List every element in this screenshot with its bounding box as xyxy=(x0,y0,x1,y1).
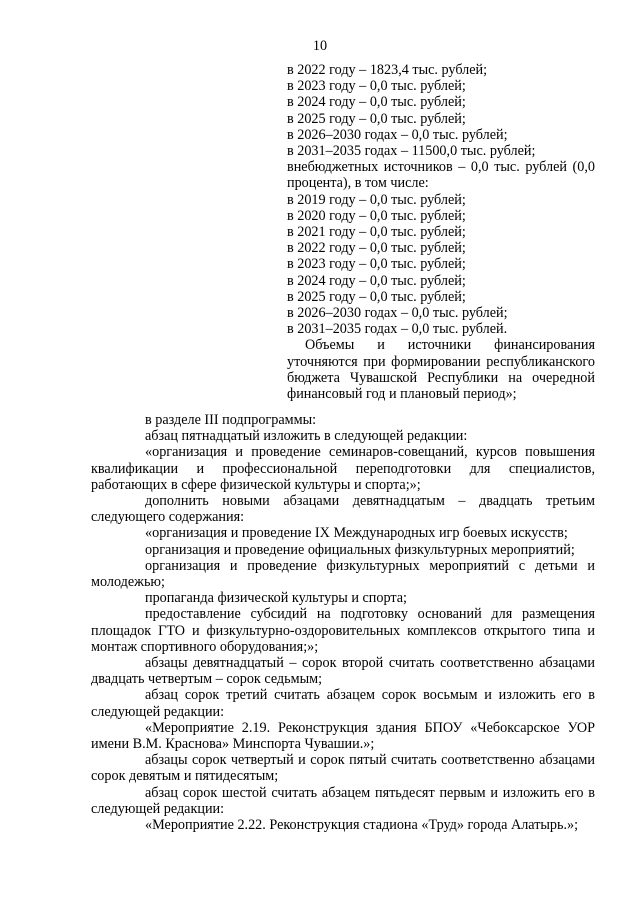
paragraph: «организация и проведение IX Международных игр боевых искусств; xyxy=(145,525,568,542)
funding-note: Объемы и источники финансирования уточняются при формировании республиканского бюджета Чувашской Республики на очередной финансовый год и плановый период»; xyxy=(287,337,595,403)
paragraph: в разделе III подпрограммы: xyxy=(145,412,317,428)
funding-block xyxy=(287,62,595,402)
funding-line: в 2023 году – 0,0 тыс. рублей; xyxy=(287,256,466,273)
funding-line: в 2031–2035 годах – 11500,0 тыс. рублей; xyxy=(287,143,536,160)
paragraph: организация и проведение физкультурных мероприятий с детьми и молодежью; xyxy=(91,557,595,591)
funding-line: в 2022 году – 1823,4 тыс. рублей; xyxy=(287,62,488,78)
paragraph: «Мероприятие 2.22. Реконструкция стадиона «Труд» города Алатырь.»; xyxy=(145,817,579,834)
paragraph: «Мероприятие 2.19. Реконструкция здания БПОУ «Чебоксарское УОР имени В.М. Краснова» Минспорта Чувашии.»; xyxy=(91,719,595,753)
page-number: 10 xyxy=(312,38,328,54)
amendment-text xyxy=(91,412,595,833)
paragraph: предоставление субсидий на подготовку оснований для размещения площадок ГТО и физкультурно-оздоровительных комплексов открытого типа и монтаж спортивного оборудования;»; xyxy=(91,606,595,655)
funding-line: в 2021 году – 0,0 тыс. рублей; xyxy=(287,224,466,241)
funding-line: в 2025 году – 0,0 тыс. рублей; xyxy=(287,288,466,305)
paragraph: абзац сорок третий считать абзацем сорок восьмым и изложить его в следующей редакции: xyxy=(91,687,595,720)
funding-line: в 2024 году – 0,0 тыс. рублей; xyxy=(287,272,466,289)
funding-line: в 2031–2035 годах – 0,0 тыс. рублей. xyxy=(287,321,508,338)
funding-line: в 2025 году – 0,0 тыс. рублей; xyxy=(287,110,466,127)
paragraph: пропаганда физической культуры и спорта; xyxy=(145,590,408,607)
funding-line: в 2023 году – 0,0 тыс. рублей; xyxy=(287,78,466,95)
funding-line: в 2019 году – 0,0 тыс. рублей; xyxy=(287,191,466,208)
funding-line: в 2020 году – 0,0 тыс. рублей; xyxy=(287,207,466,224)
funding-line: в 2022 году – 0,0 тыс. рублей; xyxy=(287,240,466,257)
paragraph: «организация и проведение семинаров-совещаний, курсов повышения квалификации и профессиональной переподготовки для специалистов, работающих в сфере физической культуры и спорта;»; xyxy=(91,444,595,493)
funding-line: в 2024 году – 0,0 тыс. рублей; xyxy=(287,94,466,111)
paragraph: организация и проведение официальных физкультурных мероприятий; xyxy=(145,541,575,558)
funding-line: в 2026–2030 годах – 0,0 тыс. рублей; xyxy=(287,126,508,143)
paragraph: абзац сорок шестой считать абзацем пятьдесят первым и изложить его в следующей редакции: xyxy=(91,784,595,817)
paragraph: абзацы сорок четвертый и сорок пятый считать соответственно абзацами сорок девятым и пятидесятым; xyxy=(91,752,595,785)
paragraph: дополнить новыми абзацами девятнадцатым – двадцать третьим следующего содержания: xyxy=(91,493,595,526)
funding-line: в 2026–2030 годах – 0,0 тыс. рублей; xyxy=(287,305,508,322)
paragraph: абзац пятнадцатый изложить в следующей редакции: xyxy=(145,428,468,445)
paragraph: абзацы девятнадцатый – сорок второй считать соответственно абзацами двадцать четвертым – сорок седьмым; xyxy=(91,655,595,688)
funding-line: внебюджетных источников – 0,0 тыс. рублей (0,0 процента), в том числе: xyxy=(287,159,595,192)
